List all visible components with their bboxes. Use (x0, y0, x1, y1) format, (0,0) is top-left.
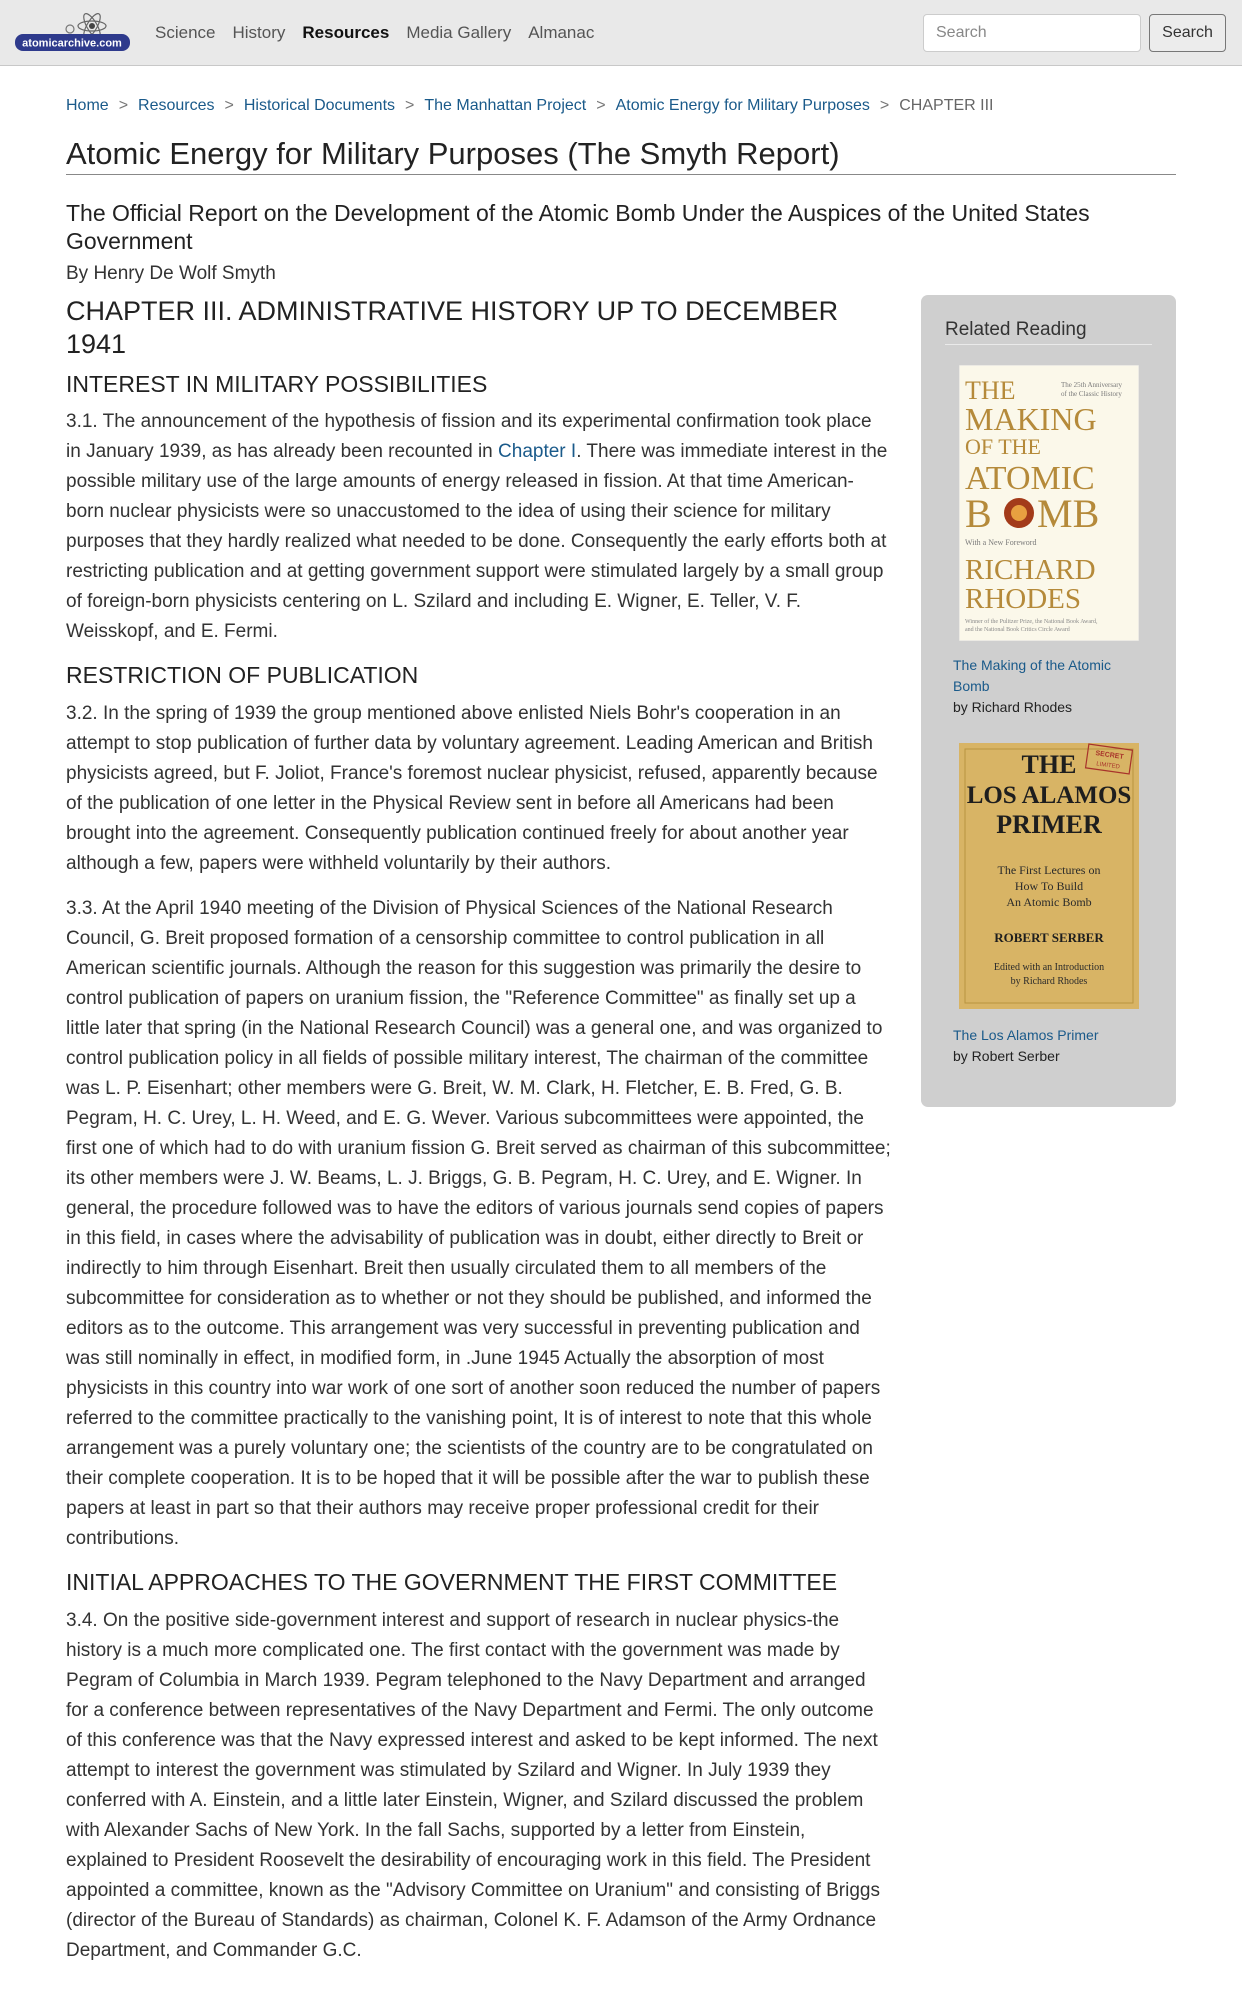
nav-links (155, 0, 611, 66)
paragraph-text: 3.1. The announcement of the hypothesis of fission and its experimental confirmation took place in January 1939, as has already been recounted in (66, 411, 872, 463)
section-title-initial-approaches: INITIAL APPROACHES TO THE GOVERNMENT THE FIRST COMMITTEE (66, 1569, 838, 1596)
site-logo[interactable] (14, 12, 132, 54)
svg-text:by Richard Rhodes: by Richard Rhodes (1010, 976, 1088, 987)
related-reading-sidebar (921, 295, 1176, 1107)
svg-text:THE: THE (1021, 750, 1077, 779)
paragraph-3-4: 3.4. On the positive side-government interest and support of research in nuclear physics-the history is a much more complicated one. The first contact with the government was made by Pegram of Columbia in March 1939. Pegram telephoned to the Navy Department and arranged for a conference between representatives of the Navy Department and Fermi. The only outcome of this conference was that the Navy expressed interest and asked to be kept informed. The next attempt to interest the government was stimulated by Szilard and Wigner. In July 1939 they conferred with A. Einstein, and a little later Einstein, Wigner, and Szilard discussed the problem with Alexander Sachs of New York. In the fall Sachs, supported by a letter from Einstein, explained to President Roosevelt the desirability of encouraging work in this field. The President appointed a committee, known as the "Advisory Committee on Uranium" and consisting of Briggs (director of the Bureau of Standards) as chairman, Colonel K. F. Adamson of the Army Ordnance Department, and Commander G.C. (66, 1609, 880, 1961)
book-link-los-alamos-primer[interactable]: The Los Alamos Primer (953, 1027, 1099, 1043)
svg-text:of the Classic History: of the Classic History (1061, 390, 1122, 398)
breadcrumb-separator: > (118, 97, 129, 114)
svg-text:Winner of the Pulitzer Prize,: Winner of the Pulitzer Prize, the National Book Award, (965, 619, 1098, 625)
breadcrumb-separator: > (224, 97, 234, 114)
nav-almanac[interactable]: Almanac (528, 23, 595, 42)
svg-text:PRIMER: PRIMER (996, 810, 1102, 839)
top-navbar (0, 0, 1242, 66)
svg-text:B: B (965, 491, 992, 536)
nav-science[interactable]: Science (155, 23, 216, 42)
svg-text:LIMITED: LIMITED (1095, 761, 1121, 771)
page-title: Atomic Energy for Military Purposes (The Smyth Report) (66, 136, 1176, 175)
nav-history[interactable]: History (232, 23, 286, 42)
svg-text:atomicarchive.com: atomicarchive.com (22, 37, 122, 50)
book-author-rhodes: by Richard Rhodes (953, 699, 1073, 715)
breadcrumb-separator: > (596, 97, 606, 114)
search-input[interactable] (923, 14, 1141, 52)
nav-media-gallery[interactable]: Media Gallery (406, 23, 512, 42)
svg-text:Edited with an Introduction: Edited with an Introduction (993, 962, 1105, 973)
breadcrumb-home[interactable]: Home (66, 97, 109, 114)
svg-text:An Atomic Bomb: An Atomic Bomb (1006, 895, 1092, 909)
breadcrumb-historical-documents[interactable]: Historical Documents (243, 97, 396, 114)
breadcrumb-separator: > (405, 97, 415, 114)
breadcrumb-atomic-energy[interactable]: Atomic Energy for Military Purposes (615, 97, 870, 114)
breadcrumb-separator: > (879, 97, 890, 114)
book-link-making-atomic-bomb[interactable]: The Making of the Atomic Bomb (953, 657, 1111, 694)
svg-text:MB: MB (1037, 491, 1100, 536)
section-title-restriction: RESTRICTION OF PUBLICATION (66, 662, 419, 689)
breadcrumb (66, 97, 993, 115)
chapter-title: CHAPTER III. ADMINISTRATIVE HISTORY UP TO DECEMBER 1941 (66, 296, 839, 359)
svg-text:and the National Book Critics: and the National Book Critics Circle Award (965, 627, 1070, 633)
svg-text:RICHARD: RICHARD (965, 554, 1096, 586)
book-cover-los-alamos-primer[interactable] (959, 743, 1139, 1009)
svg-text:THE: THE (965, 376, 1016, 405)
breadcrumb-manhattan-project[interactable]: The Manhattan Project (424, 97, 587, 114)
book-author-serber: by Robert Serber (953, 1048, 1060, 1064)
breadcrumb-current: CHAPTER III (899, 97, 994, 114)
article-body (66, 295, 891, 1981)
svg-text:LOS ALAMOS: LOS ALAMOS (966, 782, 1132, 809)
chapter-i-link[interactable]: Chapter I (498, 441, 577, 463)
svg-text:ROBERT SERBER: ROBERT SERBER (994, 930, 1104, 945)
nav-resources[interactable]: Resources (302, 23, 390, 42)
svg-text:OF THE: OF THE (965, 434, 1041, 459)
paragraph-3-2: 3.2. In the spring of 1939 the group mentioned above enlisted Niels Bohr's cooperation in an attempt to stop publication of further data by voluntary agreement. Leading American and British physicists agreed, but F. Joliot, France's foremost nuclear physicist, refused, apparently because of the publication of one letter in the Physical Review sent in before all Americans had been brought into the agreement. Consequently publication continued freely for about another year although a few, papers were withheld voluntarily by their authors. (66, 703, 878, 875)
svg-text:How To Build: How To Build (1014, 879, 1084, 893)
paragraph-text: . There was immediate interest in the possible military use of the large amounts of energy released in fission. At that time American-born nuclear physicists were so unaccustomed to the idea of using their science for military purposes that they hardly realized what needed to be done. Consequently the early efforts both at restricting publication and at getting government support were stimulated largely by a small group of foreign-born physicists centering on L. Szilard and including E. Wigner, E. Teller, V. F. Weisskopf, and E. Fermi. (66, 441, 888, 643)
svg-text:With a New Foreword: With a New Foreword (965, 538, 1037, 547)
svg-text:ATOMIC: ATOMIC (965, 460, 1095, 497)
svg-text:The First Lectures on: The First Lectures on (997, 863, 1101, 877)
svg-text:MAKING: MAKING (965, 401, 1097, 437)
search-button[interactable]: Search (1149, 14, 1226, 52)
svg-text:RHODES: RHODES (965, 583, 1082, 615)
section-title-military-possibilities: INTEREST IN MILITARY POSSIBILITIES (66, 370, 488, 397)
sidebar-title: Related Reading (945, 319, 1152, 345)
document-author: By Henry De Wolf Smyth (66, 263, 276, 284)
svg-text:SECRET: SECRET (1094, 750, 1125, 761)
breadcrumb-resources[interactable]: Resources (138, 97, 215, 114)
svg-text:The 25th Anniversary: The 25th Anniversary (1061, 381, 1123, 389)
paragraph-3-3: 3.3. At the April 1940 meeting of the Division of Physical Sciences of the National Research Council, G. Breit proposed formation of a censorship committee to control publication in all American scientific journals. Although the reason for this suggestion was primarily the desire to control publication of papers on uranium fission, the "Reference Committee" as finally set up a little later that spring (in the National Research Council) was a general one, and was organized to control publication policy in all fields of possible military interest, The chairman of the committee was L. P. Eisenhart; other members were G. Breit, W. M. Clark, H. Fletcher, E. B. Fred, G. B. Pegram, H. C. Urey, L. H. Weed, and E. G. Wever. Various subcommittees were appointed, the first one of which had to do with uranium fission G. Breit served as chairman of this subcommittee; its other members were J. W. Beams, L. J. Briggs, G. B. Pegram, H. C. Urey, and E. Wigner. In general, the procedure followed was to have the editors of various journals send copies of papers in this field, in cases where the advisability of publication was in doubt, either directly to Breit or indirectly to him through Eisenhart. Breit then usually circulated them to all members of the subcommittee for consideration as to whether or not they should be published, and informed the editors as to the outcome. This arrangement was very successful in preventing publication and was still nominally in effect, in modified form, in .June 1945 Actually the absorption of most physicists in this country into war work of one sort of another soon reduced the number of papers referred to the committee practically to the vanishing point, It is of interest to note that this whole arrangement was a purely voluntary one; the scientists of the country are to be congratulated on their complete cooperation. It is to be hoped that it will be possible after the war to publish these papers at least in part so that their authors may receive proper professional credit for their contributions. (66, 898, 891, 1550)
paragraph-3-1 (66, 407, 891, 647)
book-cover-making-atomic-bomb[interactable] (959, 365, 1139, 641)
page-subtitle: The Official Report on the Development of the Atomic Bomb Under the Auspices of the United States Government (66, 200, 1090, 255)
